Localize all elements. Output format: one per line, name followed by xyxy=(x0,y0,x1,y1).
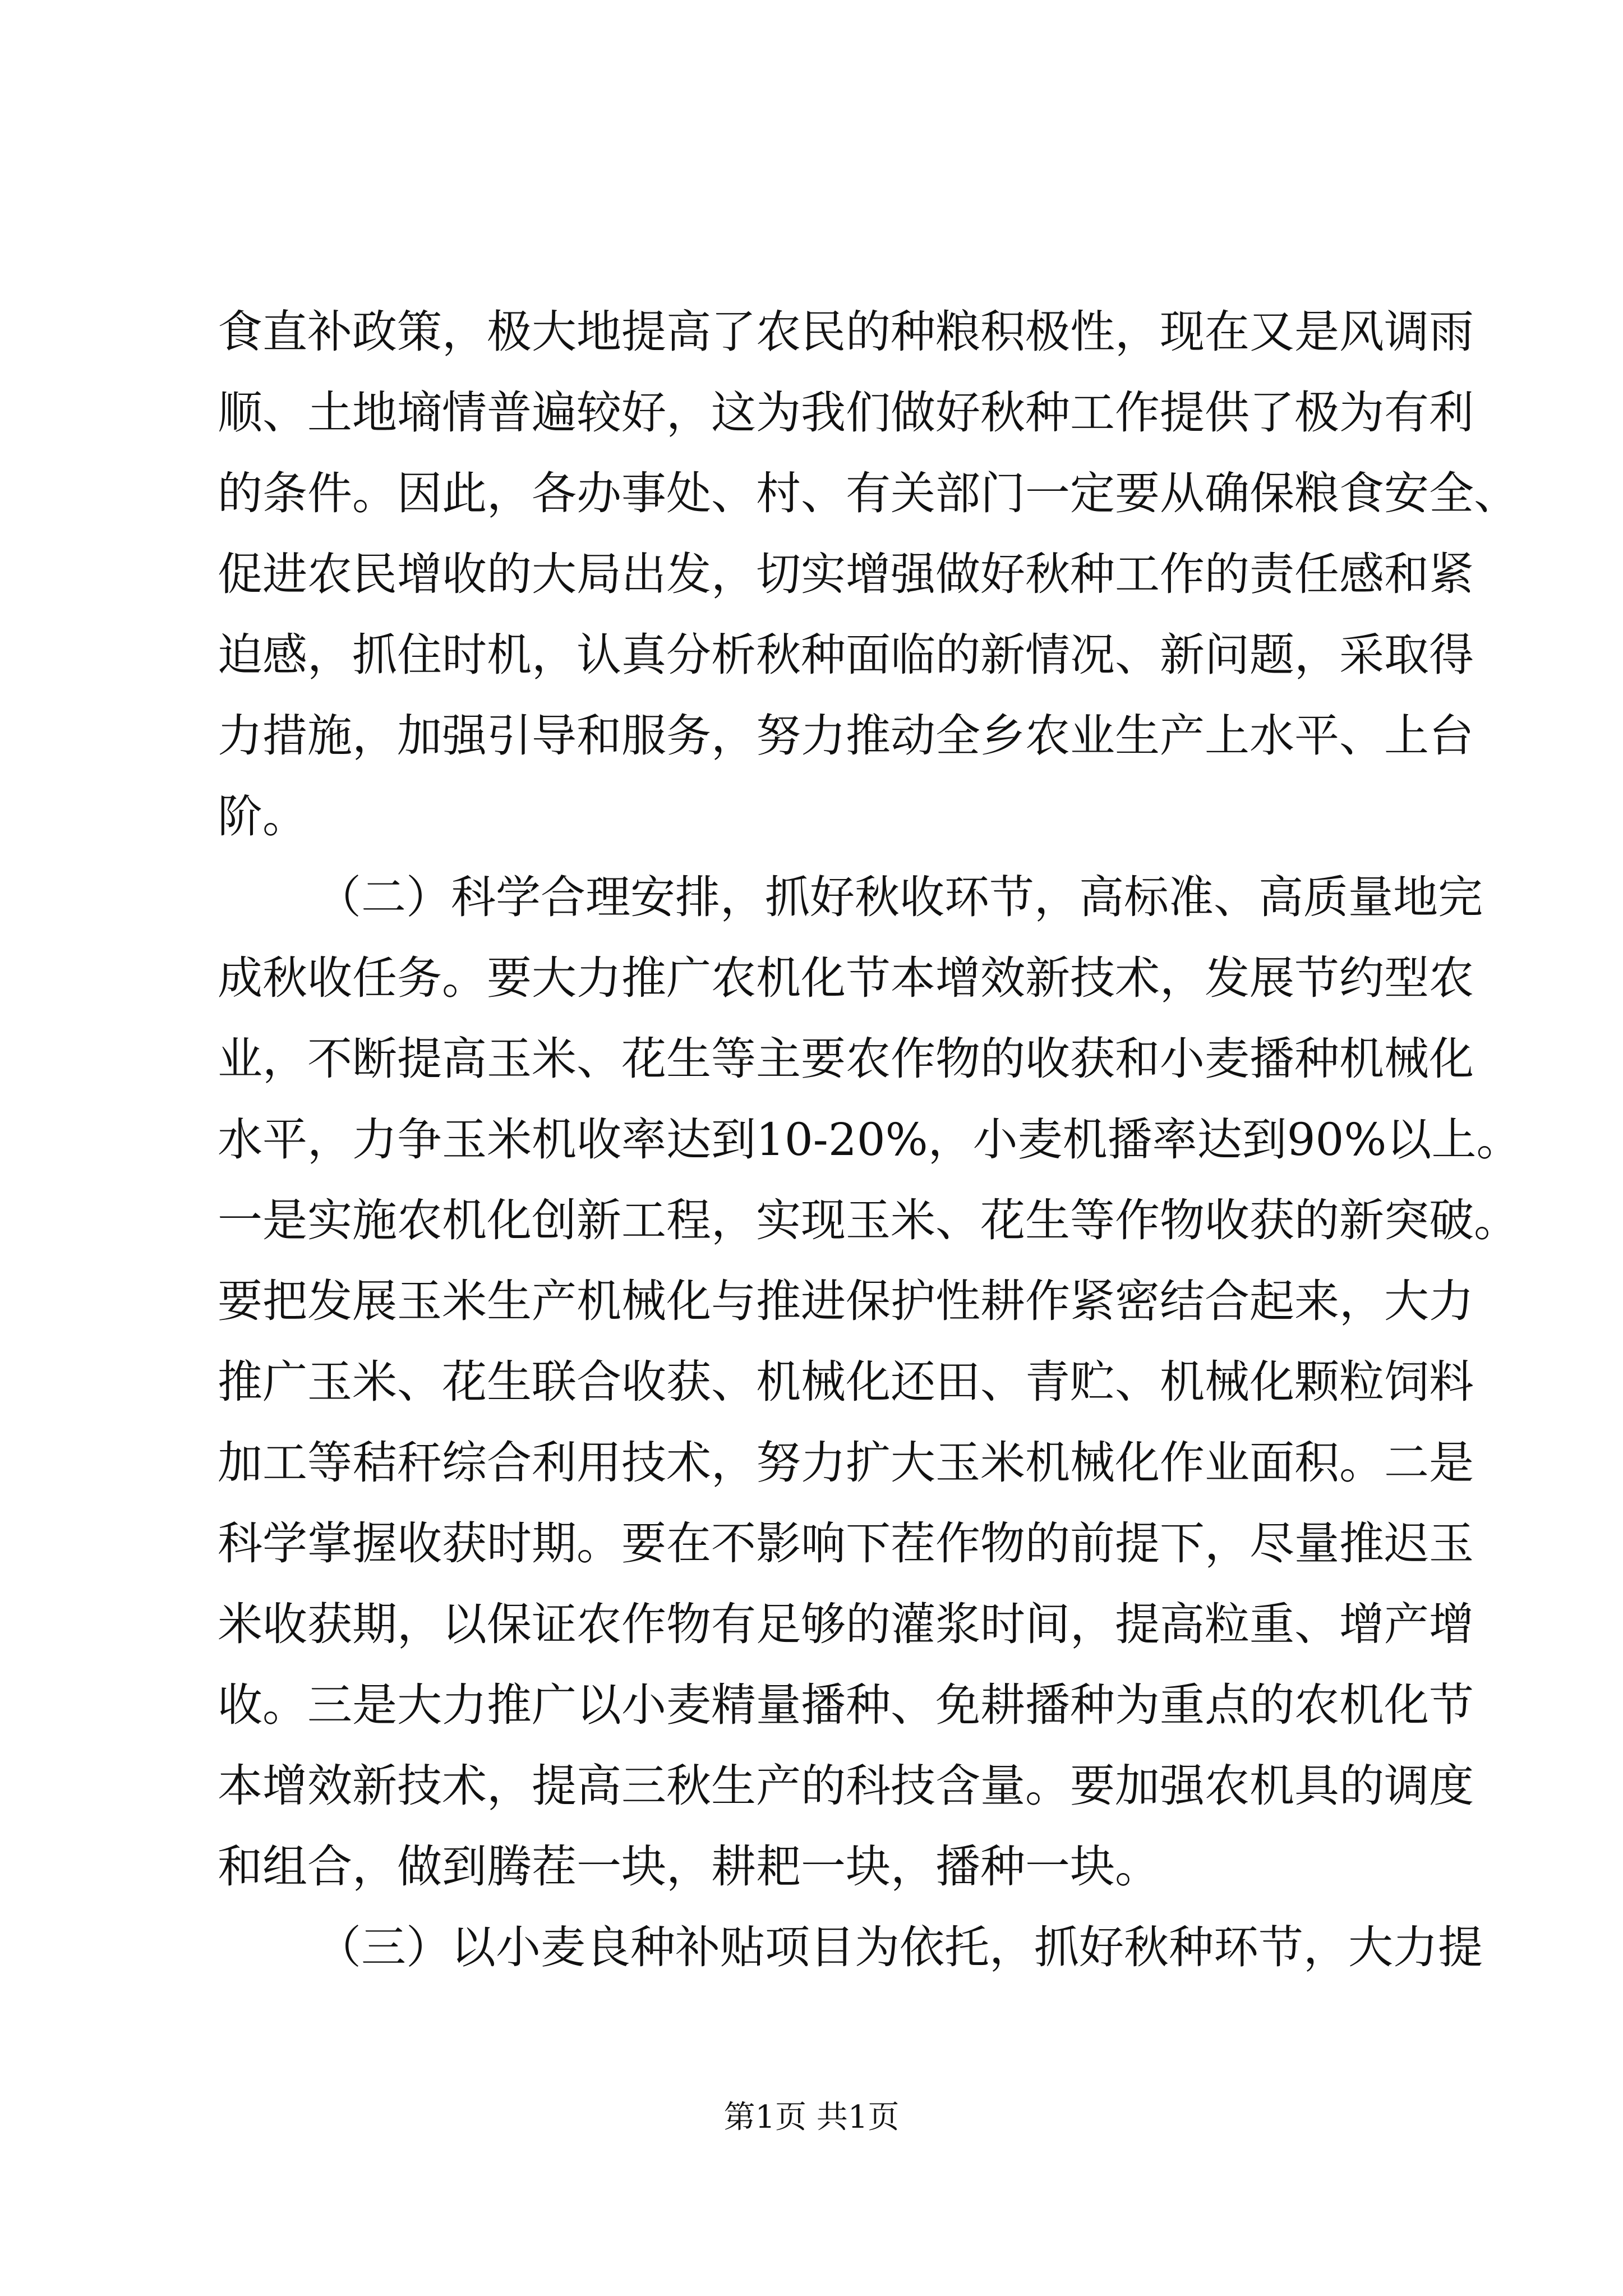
text-line: 成秋收任务。要大力推广农机化节本增效新技术，发展节约型农 xyxy=(218,952,1474,1004)
text-line: 要把发展玉米生产机械化与推进保护性耕作紧密结合起来，大力 xyxy=(218,1275,1474,1327)
text-line: 促进农民增收的大局出发，切实增强做好秋种工作的责任感和紧 xyxy=(218,548,1474,600)
text-line: 和组合，做到腾茬一块，耕耙一块，播种一块。 xyxy=(218,1841,1160,1893)
text-line: 科学掌握收获时期。要在不影响下茬作物的前提下，尽量推迟玉 xyxy=(218,1517,1474,1570)
text-line: 迫感，抓住时机，认真分析秋种面临的新情况、新问题，采取得 xyxy=(218,629,1474,681)
paragraph-heading-line: （三）以小麦良种补贴项目为依托，抓好秋种环节，大力提 xyxy=(316,1921,1483,1973)
page-footer: 第1页 共1页 xyxy=(723,2099,900,2136)
document-body xyxy=(218,292,1521,1988)
text-line: 推广玉米、花生联合收获、机械化还田、青贮、机械化颗粒饲料 xyxy=(218,1356,1474,1408)
text-line: 加工等秸秆综合利用技术，努力扩大玉米机械化作业面积。二是 xyxy=(218,1437,1474,1489)
text-line: 一是实施农机化创新工程，实现玉米、花生等作物收获的新突破。 xyxy=(218,1194,1519,1246)
text-line: 业，不断提高玉米、花生等主要农作物的收获和小麦播种机械化 xyxy=(218,1033,1474,1085)
paragraph-heading-line: （二）科学合理安排，抓好秋收环节，高标准、高质量地完 xyxy=(316,871,1483,923)
text-line: 阶。 xyxy=(218,790,307,843)
text-line: 水平，力争玉米机收率达到10-20%，小麦机播率达到90%以上。 xyxy=(218,1114,1521,1166)
text-line: 顺、土地墒情普遍较好，这为我们做好秋种工作提供了极为有利 xyxy=(218,386,1474,439)
text-line: 食直补政策，极大地提高了农民的种粮积极性，现在又是风调雨 xyxy=(218,306,1474,358)
text-line: 力措施，加强引导和服务，努力推动全乡农业生产上水平、上台 xyxy=(218,710,1474,762)
text-line: 本增效新技术，提高三秋生产的科技含量。要加强农机具的调度 xyxy=(218,1760,1474,1812)
text-line: 的条件。因此，各办事处、村、有关部门一定要从确保粮食安全、 xyxy=(218,467,1519,519)
text-line: 收。三是大力推广以小麦精量播种、免耕播种为重点的农机化节 xyxy=(218,1679,1474,1731)
text-line: 米收获期，以保证农作物有足够的灌浆时间，提高粒重、增产增 xyxy=(218,1598,1474,1650)
